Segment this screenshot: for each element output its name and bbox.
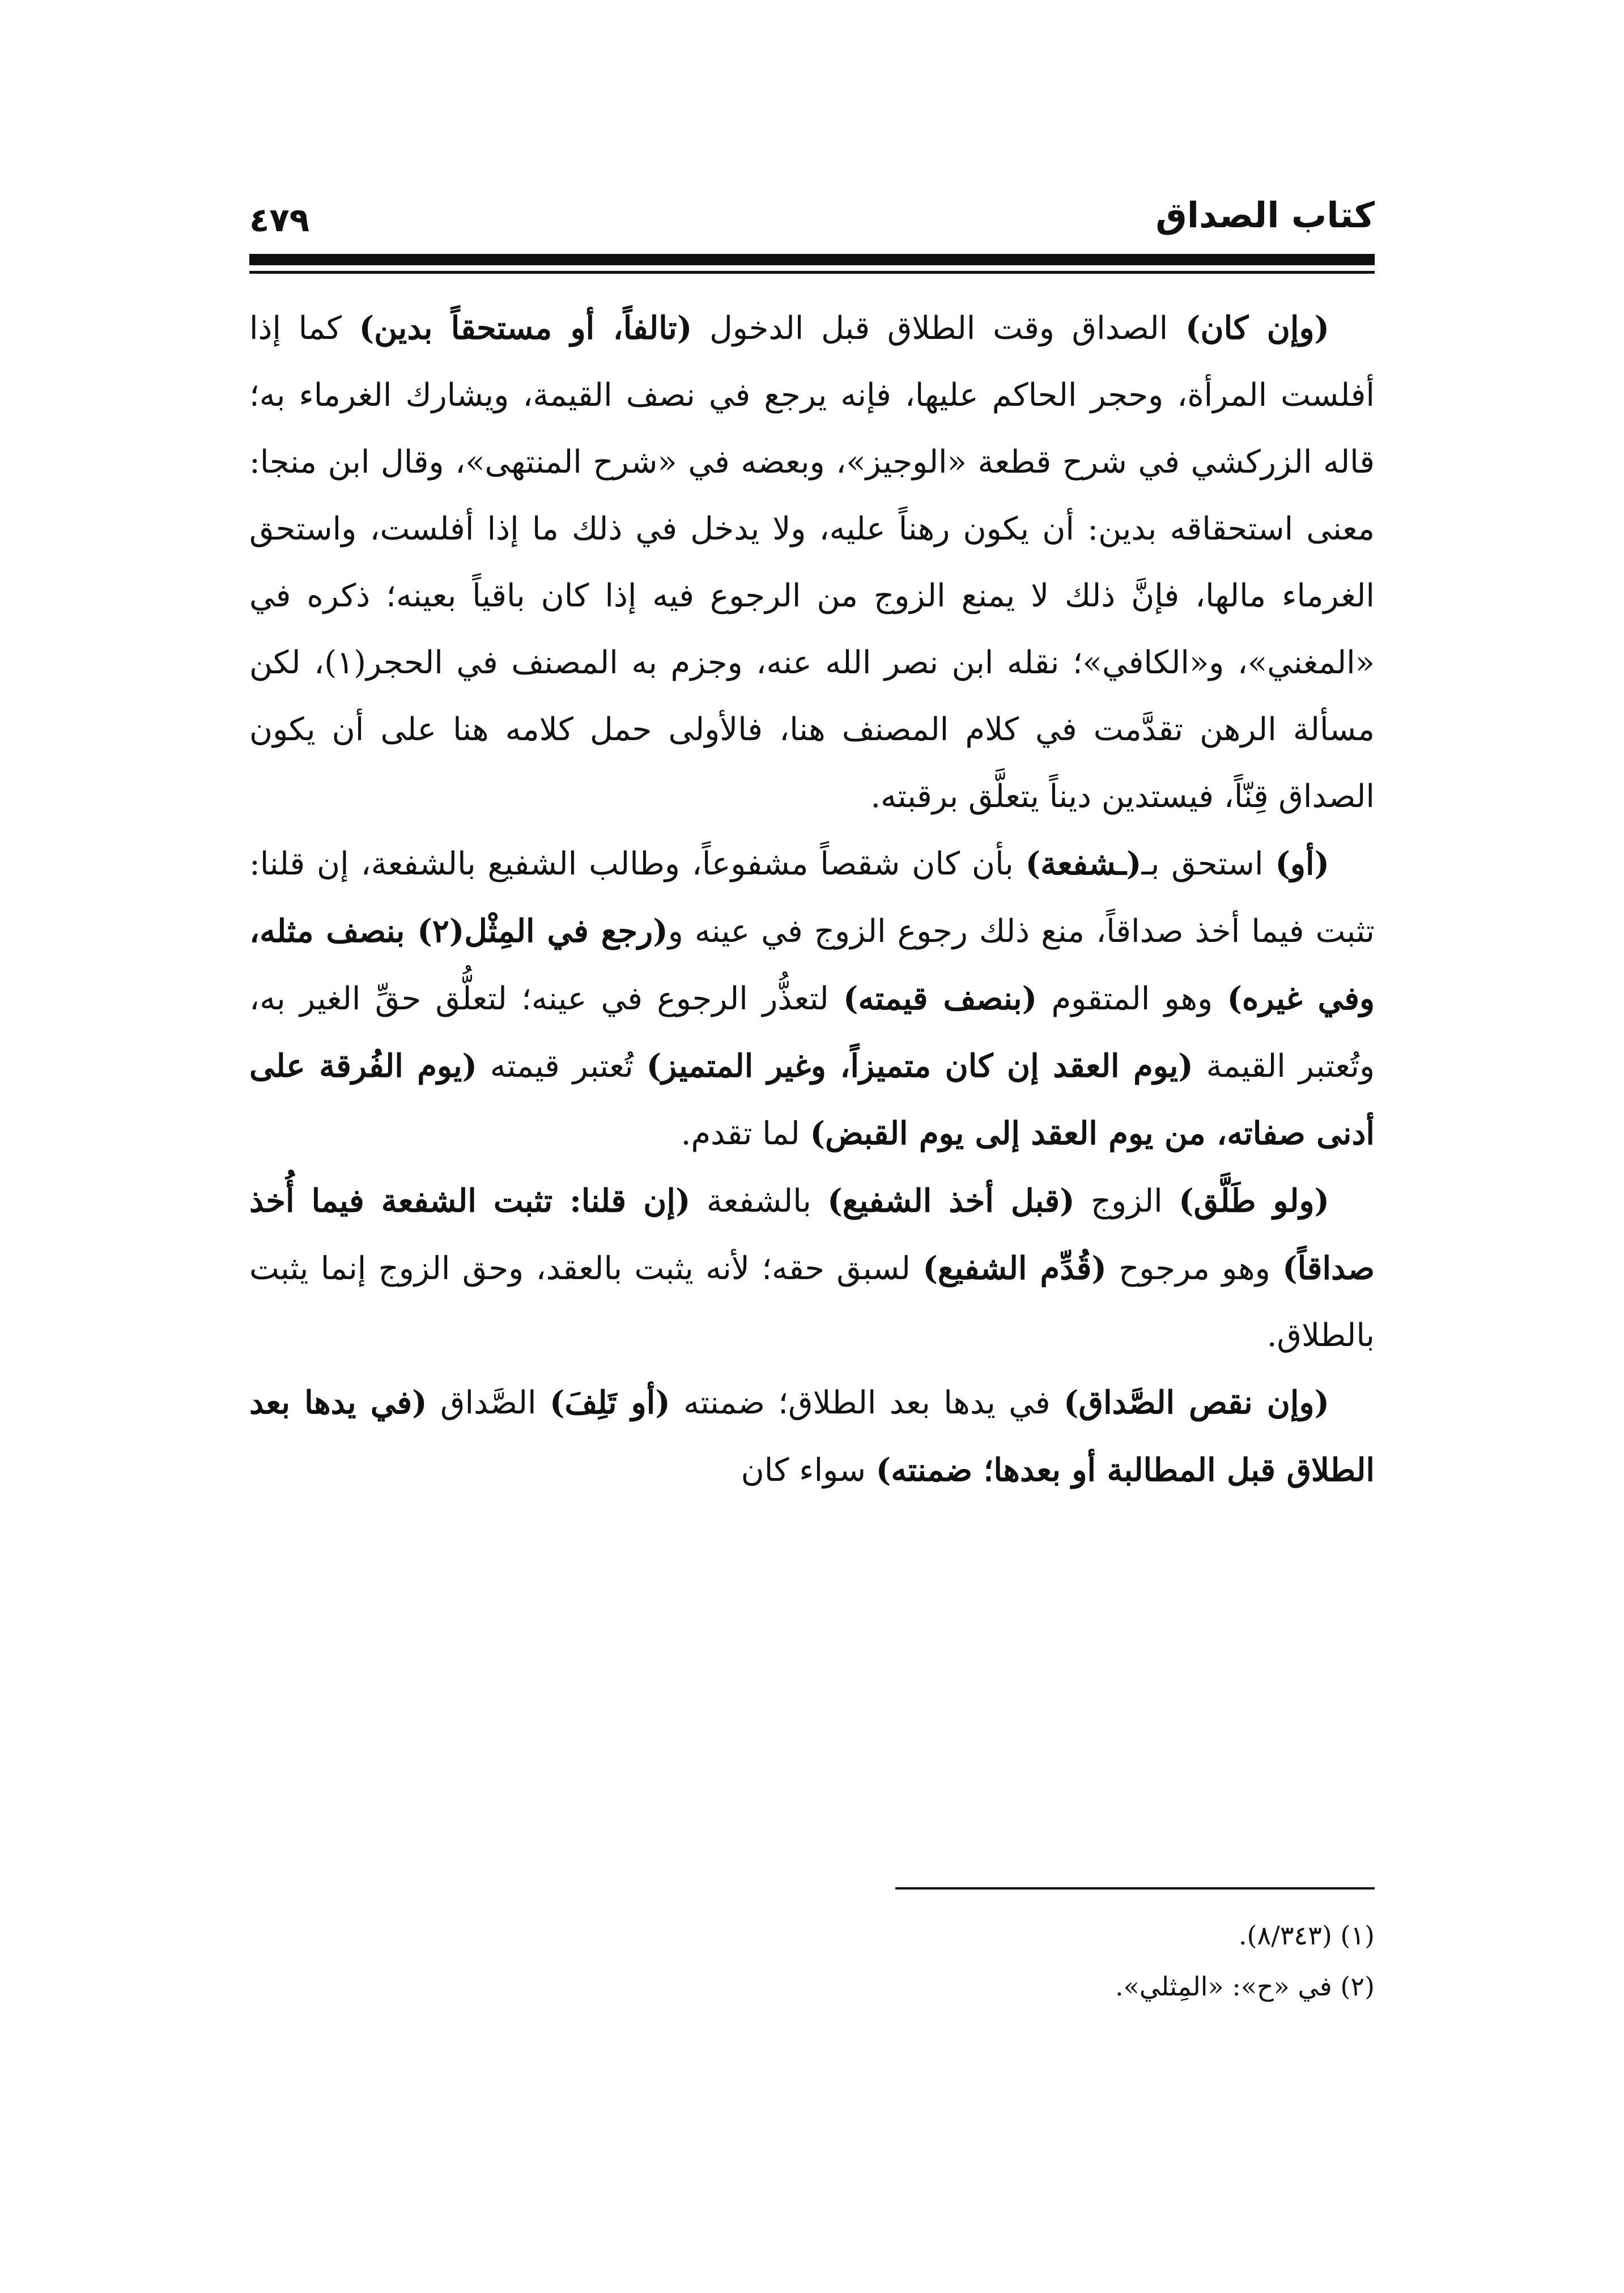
matn-segment: (أو) [1275, 845, 1329, 882]
matn-segment: (رجع في المِثْل(٢) بنصف مثله، وفي غيره) [249, 912, 1375, 1017]
chapter-title: كتاب الصداق [1155, 194, 1375, 236]
footnote-2: (٢) في «ح»: «المِثلي». [1115, 1971, 1375, 2002]
main-text [249, 295, 1375, 1504]
footnote-separator [895, 1887, 1375, 1889]
footnote-1: (١) (٨/٣٤٣). [1238, 1920, 1375, 1951]
matn-segment: (يوم الفُرقة على أدنى صفاته، من يوم العقد إلى يوم القبض) [249, 1047, 1375, 1152]
matn-segment: (ولو طَلَّق) [1179, 1182, 1330, 1220]
paragraph [249, 1369, 1375, 1504]
commentary-segment: وهو المتقوم [1037, 980, 1227, 1017]
running-header [249, 187, 1375, 249]
matn-segment: (بنصف قيمته) [843, 980, 1038, 1017]
commentary-segment: لتعذُّر الرجوع في عينه؛ لتعلُّق حقِّ الغير به، وتُعتبر القيمة [249, 980, 1375, 1085]
matn-segment: (وإن نقص الصَّداق) [1064, 1384, 1329, 1421]
matn-segment: (ـشفعة) [1025, 845, 1142, 882]
commentary-segment: لسبق حقه؛ لأنه يثبت بالعقد، وحق الزوج إنما يثبت بالطلاق. [249, 1250, 1375, 1354]
matn-segment: (قُدِّم الشفيع) [922, 1250, 1107, 1287]
header-rule-thick [249, 254, 1375, 265]
commentary-segment: لما تقدم. [681, 1115, 810, 1152]
commentary-segment: الزوج [1074, 1183, 1179, 1220]
commentary-segment: في يدها بعد الطلاق؛ ضمنته [670, 1385, 1064, 1421]
commentary-segment: الصداق وقت الطلاق قبل الدخول [692, 310, 1185, 347]
commentary-segment: وهو مرجوح [1106, 1250, 1283, 1287]
paragraph [249, 830, 1375, 1167]
commentary-segment: استحق بـ [1141, 846, 1276, 882]
matn-segment: (وإن كان) [1185, 309, 1329, 347]
commentary-segment: كما إذا أفلست المرأة، وحجر الحاكم عليها، فإنه يرجع في نصف القيمة، ويشارك الغرماء به؛ قاله الزركشي في شرح قطعة «الوجيز»، وبعضه في «شرح المنتهى»، وقال ابن منجا: معنى استحقاقه بدين: أن يكون رهناً عليه، ولا يدخل في ذلك ما إذا أفلست، واستحق الغرماء مالها، فإنَّ ذلك لا يمنع الزوج من الرجوع فيه إذا كان باقياً بعينه؛ ذكره في «المغني»، و«الكافي»؛ نقله ابن نصر الله عنه، وجزم به المصنف في الحجر(١)، لكن مسألة الرهن تقدَّمت في كلام المصنف هنا، فالأولى حمل كلامه هنا على أن يكون الصداق قِنّاً، فيستدين ديناً يتعلَّق برقبته. [249, 310, 1375, 815]
footnotes [249, 1910, 1375, 2012]
matn-segment: (أو تَلِفَ) [550, 1384, 670, 1421]
matn-segment: (يوم العقد إن كان متميزاً، وغير المتميز) [646, 1047, 1193, 1085]
commentary-segment: بأن كان شقصاً مشفوعاً، وطالب الشفيع بالشفعة، إن قلنا: تثبت فيما أخذ صداقاً، منع ذلك رجوع الزوج في عينه و [249, 846, 1375, 950]
matn-segment: (قبل أخذ الشفيع) [827, 1182, 1075, 1220]
matn-segment: (تالفاً، أو مستحقاً بدين) [359, 309, 692, 347]
commentary-segment: الصَّداق [427, 1385, 550, 1421]
matn-segment: (في يدها بعد الطلاق قبل المطالبة أو بعدها؛ ضمنته) [249, 1384, 1375, 1489]
commentary-segment: سواء كان [741, 1452, 876, 1489]
page-number: ٤٧٩ [249, 201, 310, 239]
matn-segment: (إن قلنا: تثبت الشفعة فيما أُخذ صداقاً) [249, 1182, 1375, 1287]
commentary-segment: تُعتبر قيمته [477, 1048, 647, 1085]
header-rule-thin [249, 271, 1375, 274]
commentary-segment: بالشفعة [690, 1183, 828, 1220]
paragraph [249, 1167, 1375, 1369]
paragraph [249, 295, 1375, 830]
